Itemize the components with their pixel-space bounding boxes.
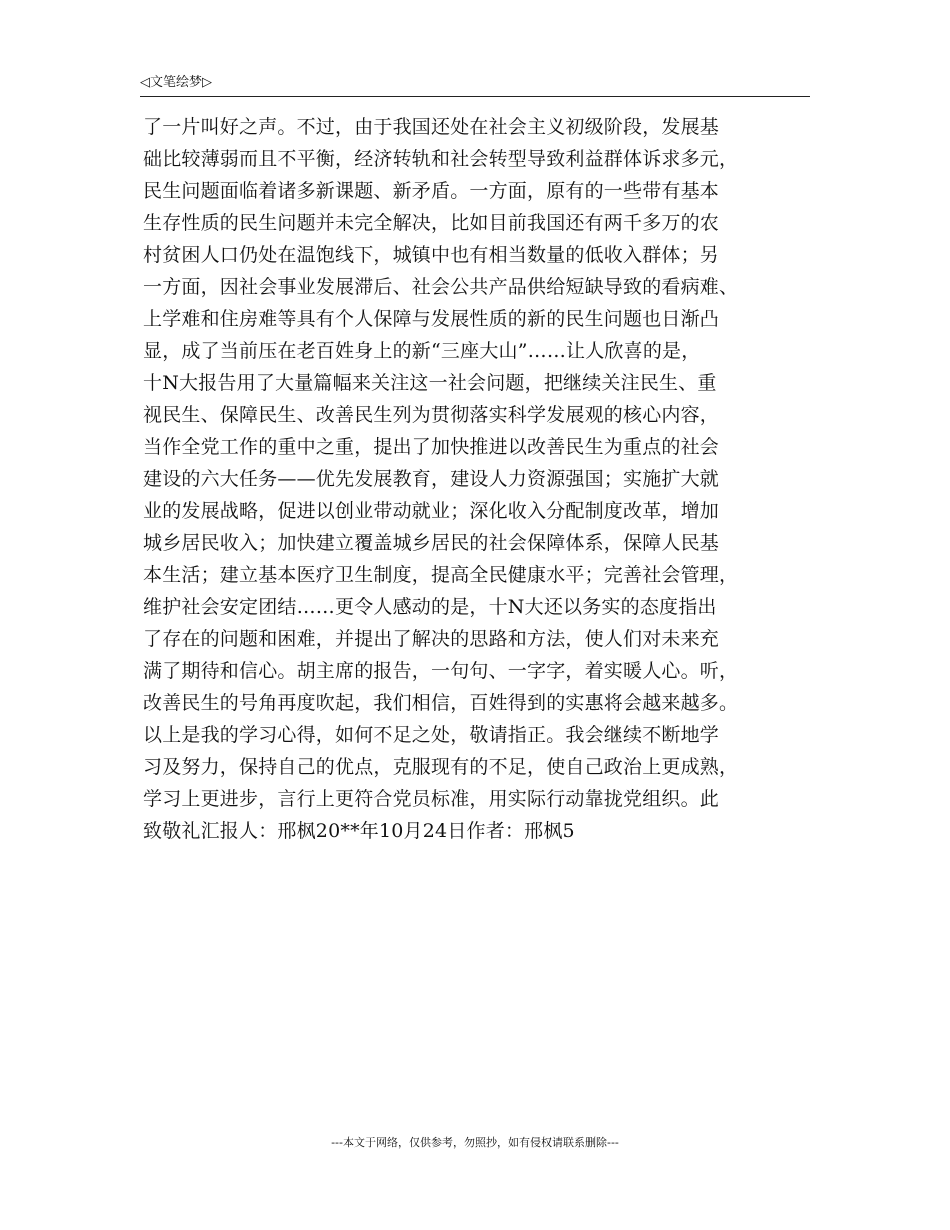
body-line: 础比较薄弱而且不平衡，经济转轨和社会转型导致利益群体诉求多元， <box>143 148 739 170</box>
page-footer <box>0 1135 950 1151</box>
body-line: 了一片叫好之声。不过，由于我国还处在社会主义初级阶段，发展基 <box>143 116 720 138</box>
body-line: 改善民生的号角再度吹起，我们相信，百姓得到的实惠将会越来越多。 <box>143 692 739 714</box>
body-line: 当作全党工作的重中之重，提出了加快推进以改善民生为重点的社会 <box>143 436 720 458</box>
body-line: 村贫困人口仍处在温饱线下，城镇中也有相当数量的低收入群体；另 <box>143 244 720 266</box>
body-line: 以上是我的学习心得，如何不足之处，敬请指正。我会继续不断地学 <box>143 724 720 746</box>
body-line: 十N大报告用了大量篇幅来关注这一社会问题，把继续关注民生、重 <box>143 372 717 394</box>
footer-disclaimer: ---本文于网络，仅供参考，勿照抄，如有侵权请联系删除--- <box>331 1136 619 1149</box>
header-title: ◁文笔绘梦▷ <box>140 75 212 90</box>
body-line: 显，成了当前压在老百姓身上的新“三座大山”……让人欣喜的是， <box>143 340 701 362</box>
page-header <box>140 72 810 97</box>
body-line: 视民生、保障民生、改善民生列为贯彻落实科学发展观的核心内容， <box>143 404 720 426</box>
document-body <box>143 111 823 847</box>
body-line: 致敬礼汇报人：邢枫20**年10月24日作者：邢枫5 <box>143 820 575 842</box>
body-line: 习及努力，保持自己的优点，克服现有的不足，使自己政治上更成熟， <box>143 756 739 778</box>
body-line: 民生问题面临着诸多新课题、新矛盾。一方面，原有的一些带有基本 <box>143 180 720 202</box>
body-line: 了存在的问题和困难，并提出了解决的思路和方法，使人们对未来充 <box>143 628 720 650</box>
body-line: 学习上更进步，言行上更符合党员标准，用实际行动靠拢党组织。此 <box>143 788 720 810</box>
body-line: 本生活；建立基本医疗卫生制度，提高全民健康水平；完善社会管理， <box>143 564 739 586</box>
body-line: 满了期待和信心。胡主席的报告，一句句、一字字，着实暖人心。听， <box>143 660 739 682</box>
body-line: 一方面，因社会事业发展滞后、社会公共产品供给短缺导致的看病难、 <box>143 276 739 298</box>
body-line: 上学难和住房难等具有个人保障与发展性质的新的民生问题也日渐凸 <box>143 308 720 330</box>
body-line: 城乡居民收入；加快建立覆盖城乡居民的社会保障体系，保障人民基 <box>143 532 720 554</box>
body-line: 业的发展战略，促进以创业带动就业；深化收入分配制度改革，增加 <box>143 500 720 522</box>
body-line: 建设的六大任务——优先发展教育，建设人力资源强国；实施扩大就 <box>143 468 720 490</box>
body-line: 生存性质的民生问题并未完全解决，比如目前我国还有两千多万的农 <box>143 212 720 234</box>
body-line: 维护社会安定团结……更令人感动的是，十N大还以务实的态度指出 <box>143 596 717 618</box>
